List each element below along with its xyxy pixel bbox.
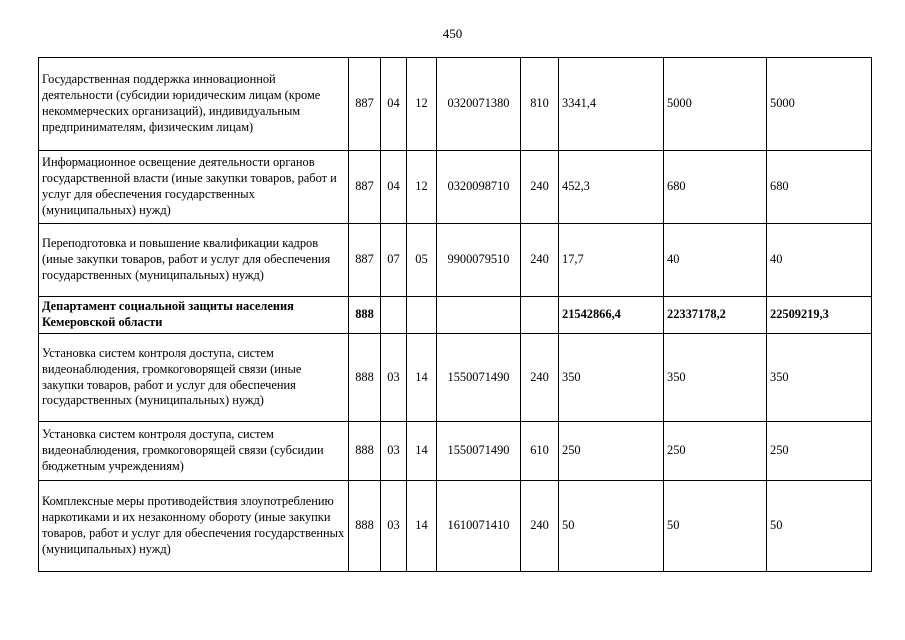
subsection-code: 14 (407, 481, 437, 572)
table-row (39, 297, 872, 334)
department-code: 888 (349, 334, 381, 422)
amount-year-3: 250 (767, 422, 872, 481)
amount-year-2: 250 (664, 422, 767, 481)
subsection-code: 12 (407, 151, 437, 224)
table-row (39, 334, 872, 422)
target-article: 1550071490 (437, 334, 521, 422)
expense-name: Переподготовка и повышение квалификации кадров (иные закупки товаров, работ и услуг для обеспечения государственных (муниципальных) нужд) (39, 224, 349, 297)
amount-year-3: 40 (767, 224, 872, 297)
subsection-code: 14 (407, 334, 437, 422)
section-code: 03 (381, 481, 407, 572)
amount-year-2: 40 (664, 224, 767, 297)
amount-year-2: 5000 (664, 58, 767, 151)
amount-year-1: 50 (559, 481, 664, 572)
subsection-code: 05 (407, 224, 437, 297)
expense-name: Установка систем контроля доступа, систем видеонаблюдения, громкоговорящей связи (субсидии бюджетным учреждениям) (39, 422, 349, 481)
expense-name: Информационное освещение деятельности органов государственной власти (иные закупки товаров, работ и услуг для обеспечения государственных (муниципальных) нужд) (39, 151, 349, 224)
department-code: 888 (349, 297, 381, 334)
target-article: 1610071410 (437, 481, 521, 572)
amount-year-2: 350 (664, 334, 767, 422)
amount-year-2: 22337178,2 (664, 297, 767, 334)
table-row (39, 422, 872, 481)
amount-year-2: 680 (664, 151, 767, 224)
section-code: 03 (381, 422, 407, 481)
section-code (381, 297, 407, 334)
amount-year-1: 21542866,4 (559, 297, 664, 334)
department-code: 887 (349, 224, 381, 297)
amount-year-1: 17,7 (559, 224, 664, 297)
section-code: 04 (381, 58, 407, 151)
expense-type: 610 (521, 422, 559, 481)
department-code: 887 (349, 58, 381, 151)
expense-type: 240 (521, 334, 559, 422)
department-code: 887 (349, 151, 381, 224)
table-row (39, 224, 872, 297)
target-article: 9900079510 (437, 224, 521, 297)
amount-year-3: 22509219,3 (767, 297, 872, 334)
expense-type: 240 (521, 151, 559, 224)
target-article: 1550071490 (437, 422, 521, 481)
budget-table (38, 57, 872, 572)
amount-year-1: 452,3 (559, 151, 664, 224)
expense-type: 240 (521, 481, 559, 572)
subsection-code: 14 (407, 422, 437, 481)
expense-name: Установка систем контроля доступа, систем видеонаблюдения, громкоговорящей связи (иные закупки товаров, работ и услуг для обеспечения государственных (муниципальных) нужд) (39, 334, 349, 422)
amount-year-3: 50 (767, 481, 872, 572)
amount-year-3: 350 (767, 334, 872, 422)
expense-type: 810 (521, 58, 559, 151)
subsection-code: 12 (407, 58, 437, 151)
department-code: 888 (349, 422, 381, 481)
table-row (39, 151, 872, 224)
page-number: 450 (442, 26, 463, 41)
expense-name: Комплексные меры противодействия злоупотреблению наркотиками и их незаконному обороту (иные закупки товаров, работ и услуг для обеспечения государственных (муниципальных) нужд) (39, 481, 349, 572)
amount-year-1: 350 (559, 334, 664, 422)
table-row (39, 58, 872, 151)
expense-type (521, 297, 559, 334)
section-code: 04 (381, 151, 407, 224)
amount-year-1: 3341,4 (559, 58, 664, 151)
target-article (437, 297, 521, 334)
subsection-code (407, 297, 437, 334)
expense-name: Департамент социальной защиты населения Кемеровской области (39, 297, 349, 334)
department-code: 888 (349, 481, 381, 572)
target-article: 0320098710 (437, 151, 521, 224)
expense-type: 240 (521, 224, 559, 297)
amount-year-3: 5000 (767, 58, 872, 151)
section-code: 03 (381, 334, 407, 422)
expense-name: Государственная поддержка инновационной деятельности (субсидии юридическим лицам (кроме некоммерческих организаций), индивидуальным предпринимателям, физическим лицам) (39, 58, 349, 151)
amount-year-1: 250 (559, 422, 664, 481)
target-article: 0320071380 (437, 58, 521, 151)
section-code: 07 (381, 224, 407, 297)
amount-year-3: 680 (767, 151, 872, 224)
table-row (39, 481, 872, 572)
amount-year-2: 50 (664, 481, 767, 572)
